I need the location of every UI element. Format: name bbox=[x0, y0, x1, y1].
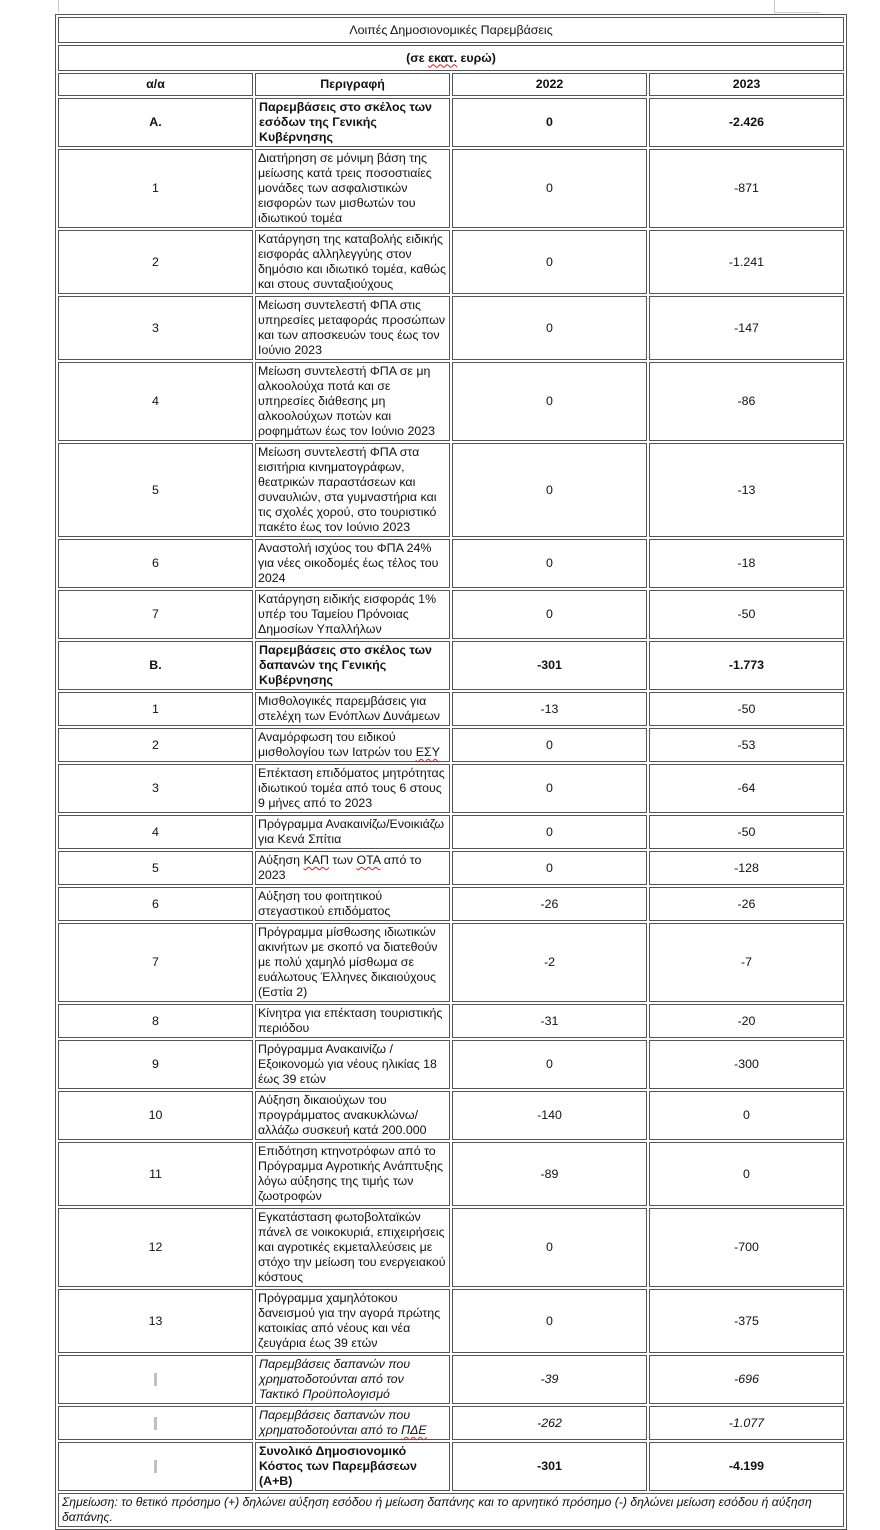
table-row bbox=[58, 851, 844, 885]
value-2023: -50 bbox=[649, 692, 844, 726]
table-row bbox=[58, 296, 844, 360]
section-a-description: Παρεμβάσεις στο σκέλος των εσόδων της Γενικής Κυβέρνησης bbox=[255, 98, 450, 147]
row-description: Μείωση συντελεστή ΦΠΑ στις υπηρεσίες μεταφοράς προσώπων και των αποσκευών τους έως τον Ιούνιο 2023 bbox=[255, 296, 450, 360]
row-description: Μισθολογικές παρεμβάσεις για στελέχη των Ενόπλων Δυνάμεων bbox=[255, 692, 450, 726]
table-row bbox=[58, 1040, 844, 1089]
value-2023: -375 bbox=[649, 1289, 844, 1353]
row-number: 5 bbox=[58, 851, 253, 885]
row-description: Κατάργηση της καταβολής ειδικής εισφοράς αλληλεγγύης στον δημόσιο και ιδιωτικό τομέα, καθώς και στους συνταξιούχους bbox=[255, 230, 450, 294]
value-2022: 0 bbox=[452, 815, 647, 849]
value-2023: -26 bbox=[649, 887, 844, 921]
row-description: Αύξηση του φοιτητικού στεγαστικού επιδόματος bbox=[255, 887, 450, 921]
page-corner-mark-right bbox=[774, 0, 775, 12]
table-row bbox=[58, 923, 844, 1002]
row-number: 3 bbox=[58, 764, 253, 813]
row-number: 9 bbox=[58, 1040, 253, 1089]
table-row bbox=[58, 539, 844, 588]
total-2023: -4.199 bbox=[649, 1442, 844, 1491]
value-2023: -700 bbox=[649, 1208, 844, 1287]
subtotal-tactical-budget-row bbox=[58, 1355, 844, 1404]
page-corner-mark-right-horizontal bbox=[774, 12, 820, 13]
section-b-aa: B. bbox=[58, 641, 253, 690]
header-description: Περιγραφή bbox=[255, 73, 450, 96]
value-2022: -26 bbox=[452, 887, 647, 921]
description-text: Αύξηση bbox=[258, 853, 304, 867]
value-2022: -13 bbox=[452, 692, 647, 726]
value-2022: 0 bbox=[452, 149, 647, 228]
table-subtitle-row bbox=[58, 45, 844, 71]
row-description: Αύξηση δικαιούχων του προγράμματος ανακυκλώνω/αλλάζω συσκευή κατά 200.000 bbox=[255, 1091, 450, 1140]
total-2022: -301 bbox=[452, 1442, 647, 1491]
table-row bbox=[58, 362, 844, 441]
subtotal-pde-2022: -262 bbox=[452, 1406, 647, 1440]
spellcheck-flagged-word: ΕΣΥ bbox=[415, 745, 440, 759]
subtotal-pde-2023: -1.077 bbox=[649, 1406, 844, 1440]
value-2022: 0 bbox=[452, 590, 647, 639]
table-title-row bbox=[58, 17, 844, 43]
page-corner-mark-left bbox=[58, 0, 59, 12]
total-cost-row bbox=[58, 1442, 844, 1491]
row-marker bbox=[154, 1417, 157, 1430]
value-2023: 0 bbox=[649, 1142, 844, 1206]
table-row bbox=[58, 443, 844, 537]
value-2023: -13 bbox=[649, 443, 844, 537]
section-b-description: Παρεμβάσεις στο σκέλος των δαπανών της Γενικής Κυβέρνησης bbox=[255, 641, 450, 690]
header-aa: α/α bbox=[58, 73, 253, 96]
table-row bbox=[58, 887, 844, 921]
row-description: Πρόγραμμα χαμηλότοκου δανεισμού για την αγορά πρώτης κατοικίας από νέους και νέα ζευγάρια έως 39 ετών bbox=[255, 1289, 450, 1353]
value-2023: -300 bbox=[649, 1040, 844, 1089]
section-a-aa: A. bbox=[58, 98, 253, 147]
row-number: 10 bbox=[58, 1091, 253, 1140]
table-row bbox=[58, 1142, 844, 1206]
header-2022: 2022 bbox=[452, 73, 647, 96]
row-number: 5 bbox=[58, 443, 253, 537]
row-number: 1 bbox=[58, 692, 253, 726]
row-description: Εγκατάσταση φωτοβολταϊκών πάνελ σε νοικοκυριά, επιχειρήσεις και αγροτικές εκμεταλλεύσεις με στόχο την μείωση του ενεργειακού κόστους bbox=[255, 1208, 450, 1287]
value-2022: -2 bbox=[452, 923, 647, 1002]
row-number: 4 bbox=[58, 815, 253, 849]
row-number: 2 bbox=[58, 728, 253, 762]
value-2022: 0 bbox=[452, 728, 647, 762]
value-2022: -140 bbox=[452, 1091, 647, 1140]
subtotal-pde-row bbox=[58, 1406, 844, 1440]
table-row bbox=[58, 1004, 844, 1038]
table-row bbox=[58, 815, 844, 849]
table-row bbox=[58, 590, 844, 639]
value-2023: -7 bbox=[649, 923, 844, 1002]
subtotal-tactical-2022: -39 bbox=[452, 1355, 647, 1404]
table-row bbox=[58, 1289, 844, 1353]
row-number: 7 bbox=[58, 923, 253, 1002]
row-marker bbox=[154, 1460, 157, 1473]
row-number: 6 bbox=[58, 887, 253, 921]
value-2023: -871 bbox=[649, 149, 844, 228]
description-text: από το 2023 bbox=[258, 853, 422, 882]
table-header-row bbox=[58, 73, 844, 96]
row-description: Κατάργηση ειδικής εισφοράς 1% υπέρ του Ταμείου Πρόνοιας Δημοσίων Υπαλλήλων bbox=[255, 590, 450, 639]
value-2023: -50 bbox=[649, 590, 844, 639]
value-2023: -147 bbox=[649, 296, 844, 360]
row-description: Διατήρηση σε μόνιμη βάση της μείωσης κατά τρεις ποσοστιαίες μονάδες των ασφαλιστικών εισφορών των μισθωτών του ιδιωτικού τομέα bbox=[255, 149, 450, 228]
header-2023: 2023 bbox=[649, 73, 844, 96]
section-a-2023: -2.426 bbox=[649, 98, 844, 147]
row-marker-cell bbox=[58, 1406, 253, 1440]
value-2022: 0 bbox=[452, 443, 647, 537]
value-2022: 0 bbox=[452, 1040, 647, 1089]
row-number: 11 bbox=[58, 1142, 253, 1206]
row-number: 1 bbox=[58, 149, 253, 228]
row-description bbox=[255, 728, 450, 762]
value-2022: 0 bbox=[452, 362, 647, 441]
row-description bbox=[255, 851, 450, 885]
subtotal-pde-description bbox=[255, 1406, 450, 1440]
row-number: 3 bbox=[58, 296, 253, 360]
value-2023: -18 bbox=[649, 539, 844, 588]
value-2023: -20 bbox=[649, 1004, 844, 1038]
note-row bbox=[58, 1493, 844, 1527]
document-page bbox=[55, 14, 847, 1530]
subtitle-suffix: ευρώ) bbox=[457, 50, 496, 65]
value-2022: 0 bbox=[452, 539, 647, 588]
table-row bbox=[58, 764, 844, 813]
row-description: Μείωση συντελεστή ΦΠΑ σε μη αλκοολούχα ποτά και σε υπηρεσίες διάθεσης μη αλκοολούχων ποτών και ροφημάτων έως τον Ιούνιο 2023 bbox=[255, 362, 450, 441]
value-2023: -128 bbox=[649, 851, 844, 885]
value-2022: 0 bbox=[452, 296, 647, 360]
table-row bbox=[58, 1091, 844, 1140]
spellcheck-flagged-word: ΚΑΠ bbox=[303, 853, 329, 867]
row-number: 4 bbox=[58, 362, 253, 441]
value-2022: -89 bbox=[452, 1142, 647, 1206]
value-2022: 0 bbox=[452, 764, 647, 813]
row-marker-cell bbox=[58, 1355, 253, 1404]
row-description: Κίνητρα για επέκταση τουριστικής περιόδου bbox=[255, 1004, 450, 1038]
row-description: Επιδότηση κτηνοτρόφων από το Πρόγραμμα Αγροτικής Ανάπτυξης λόγω αύξησης της τιμής των ζωοτροφών bbox=[255, 1142, 450, 1206]
value-2022: 0 bbox=[452, 851, 647, 885]
section-a-row bbox=[58, 98, 844, 147]
table-note: Σημείωση: το θετικό πρόσημο (+) δηλώνει αύξηση εσόδου ή μείωση δαπάνης και το αρνητικό πρόσημο (-) δηλώνει μείωση εσόδου ή αύξηση δαπάνης. bbox=[58, 1493, 844, 1527]
value-2022: 0 bbox=[452, 1208, 647, 1287]
row-description: Πρόγραμμα μίσθωσης ιδιωτικών ακινήτων με σκοπό να διατεθούν με πολύ χαμηλό μίσθωμα σε ευάλωτους Έλληνες δικαιούχους (Εστία 2) bbox=[255, 923, 450, 1002]
section-a-2022: 0 bbox=[452, 98, 647, 147]
value-2023: -53 bbox=[649, 728, 844, 762]
table-row bbox=[58, 149, 844, 228]
subtotal-tactical-2023: -696 bbox=[649, 1355, 844, 1404]
subtotal-tactical-description: Παρεμβάσεις δαπανών που χρηματοδοτούνται από τον Τακτικό Προϋπολογισμό bbox=[255, 1355, 450, 1404]
row-description: Πρόγραμμα Ανακαινίζω/Ενοικιάζω για Κενά Σπίτια bbox=[255, 815, 450, 849]
fiscal-interventions-table bbox=[55, 14, 847, 1530]
row-number: 7 bbox=[58, 590, 253, 639]
section-b-2023: -1.773 bbox=[649, 641, 844, 690]
row-number: 6 bbox=[58, 539, 253, 588]
table-row bbox=[58, 230, 844, 294]
value-2023: -64 bbox=[649, 764, 844, 813]
row-number: 2 bbox=[58, 230, 253, 294]
row-description: Επέκταση επιδόματος μητρότητας ιδιωτικού τομέα από τους 6 στους 9 μήνες από το 2023 bbox=[255, 764, 450, 813]
section-b-2022: -301 bbox=[452, 641, 647, 690]
value-2023: -86 bbox=[649, 362, 844, 441]
row-number: 8 bbox=[58, 1004, 253, 1038]
value-2022: -31 bbox=[452, 1004, 647, 1038]
subtitle-flagged-word: εκατ. bbox=[428, 50, 458, 65]
row-number: 12 bbox=[58, 1208, 253, 1287]
table-row bbox=[58, 1208, 844, 1287]
row-marker bbox=[154, 1373, 157, 1386]
section-b-row bbox=[58, 641, 844, 690]
row-description: Αναστολή ισχύος του ΦΠΑ 24% για νέες οικοδομές έως τέλος του 2024 bbox=[255, 539, 450, 588]
spellcheck-flagged-word: ΟΤΑ bbox=[356, 853, 381, 867]
row-description: Μείωση συντελεστή ΦΠΑ στα εισιτήρια κινηματογράφων, θεατρικών παραστάσεων και συναυλιών, στα γυμναστήρια και τις σχολές χορού, στο τουριστικό πακέτο έως τον Ιούνιο 2023 bbox=[255, 443, 450, 537]
subtitle-prefix: (σε bbox=[406, 50, 429, 65]
value-2022: 0 bbox=[452, 230, 647, 294]
row-number: 13 bbox=[58, 1289, 253, 1353]
description-text: Παρεμβάσεις δαπανών που χρηματοδοτούνται από το bbox=[259, 1408, 411, 1437]
table-subtitle bbox=[58, 45, 844, 71]
spellcheck-flagged-word: ΠΔΕ bbox=[401, 1423, 427, 1437]
row-marker-cell bbox=[58, 1442, 253, 1491]
value-2023: 0 bbox=[649, 1091, 844, 1140]
value-2022: 0 bbox=[452, 1289, 647, 1353]
table-row bbox=[58, 692, 844, 726]
row-description: Πρόγραμμα Ανακαινίζω / Εξοικονομώ για νέους ηλικίας 18 έως 39 ετών bbox=[255, 1040, 450, 1089]
total-description: Συνολικό Δημοσιονομικό Κόστος των Παρεμβάσεων (Α+Β) bbox=[255, 1442, 450, 1491]
description-text: των bbox=[328, 853, 357, 867]
description-text: Αναμόρφωση του ειδικού μισθολογίου των Ιατρών του bbox=[258, 730, 416, 759]
value-2023: -50 bbox=[649, 815, 844, 849]
table-row bbox=[58, 728, 844, 762]
table-title: Λοιπές Δημοσιονομικές Παρεμβάσεις bbox=[58, 17, 844, 43]
value-2023: -1.241 bbox=[649, 230, 844, 294]
